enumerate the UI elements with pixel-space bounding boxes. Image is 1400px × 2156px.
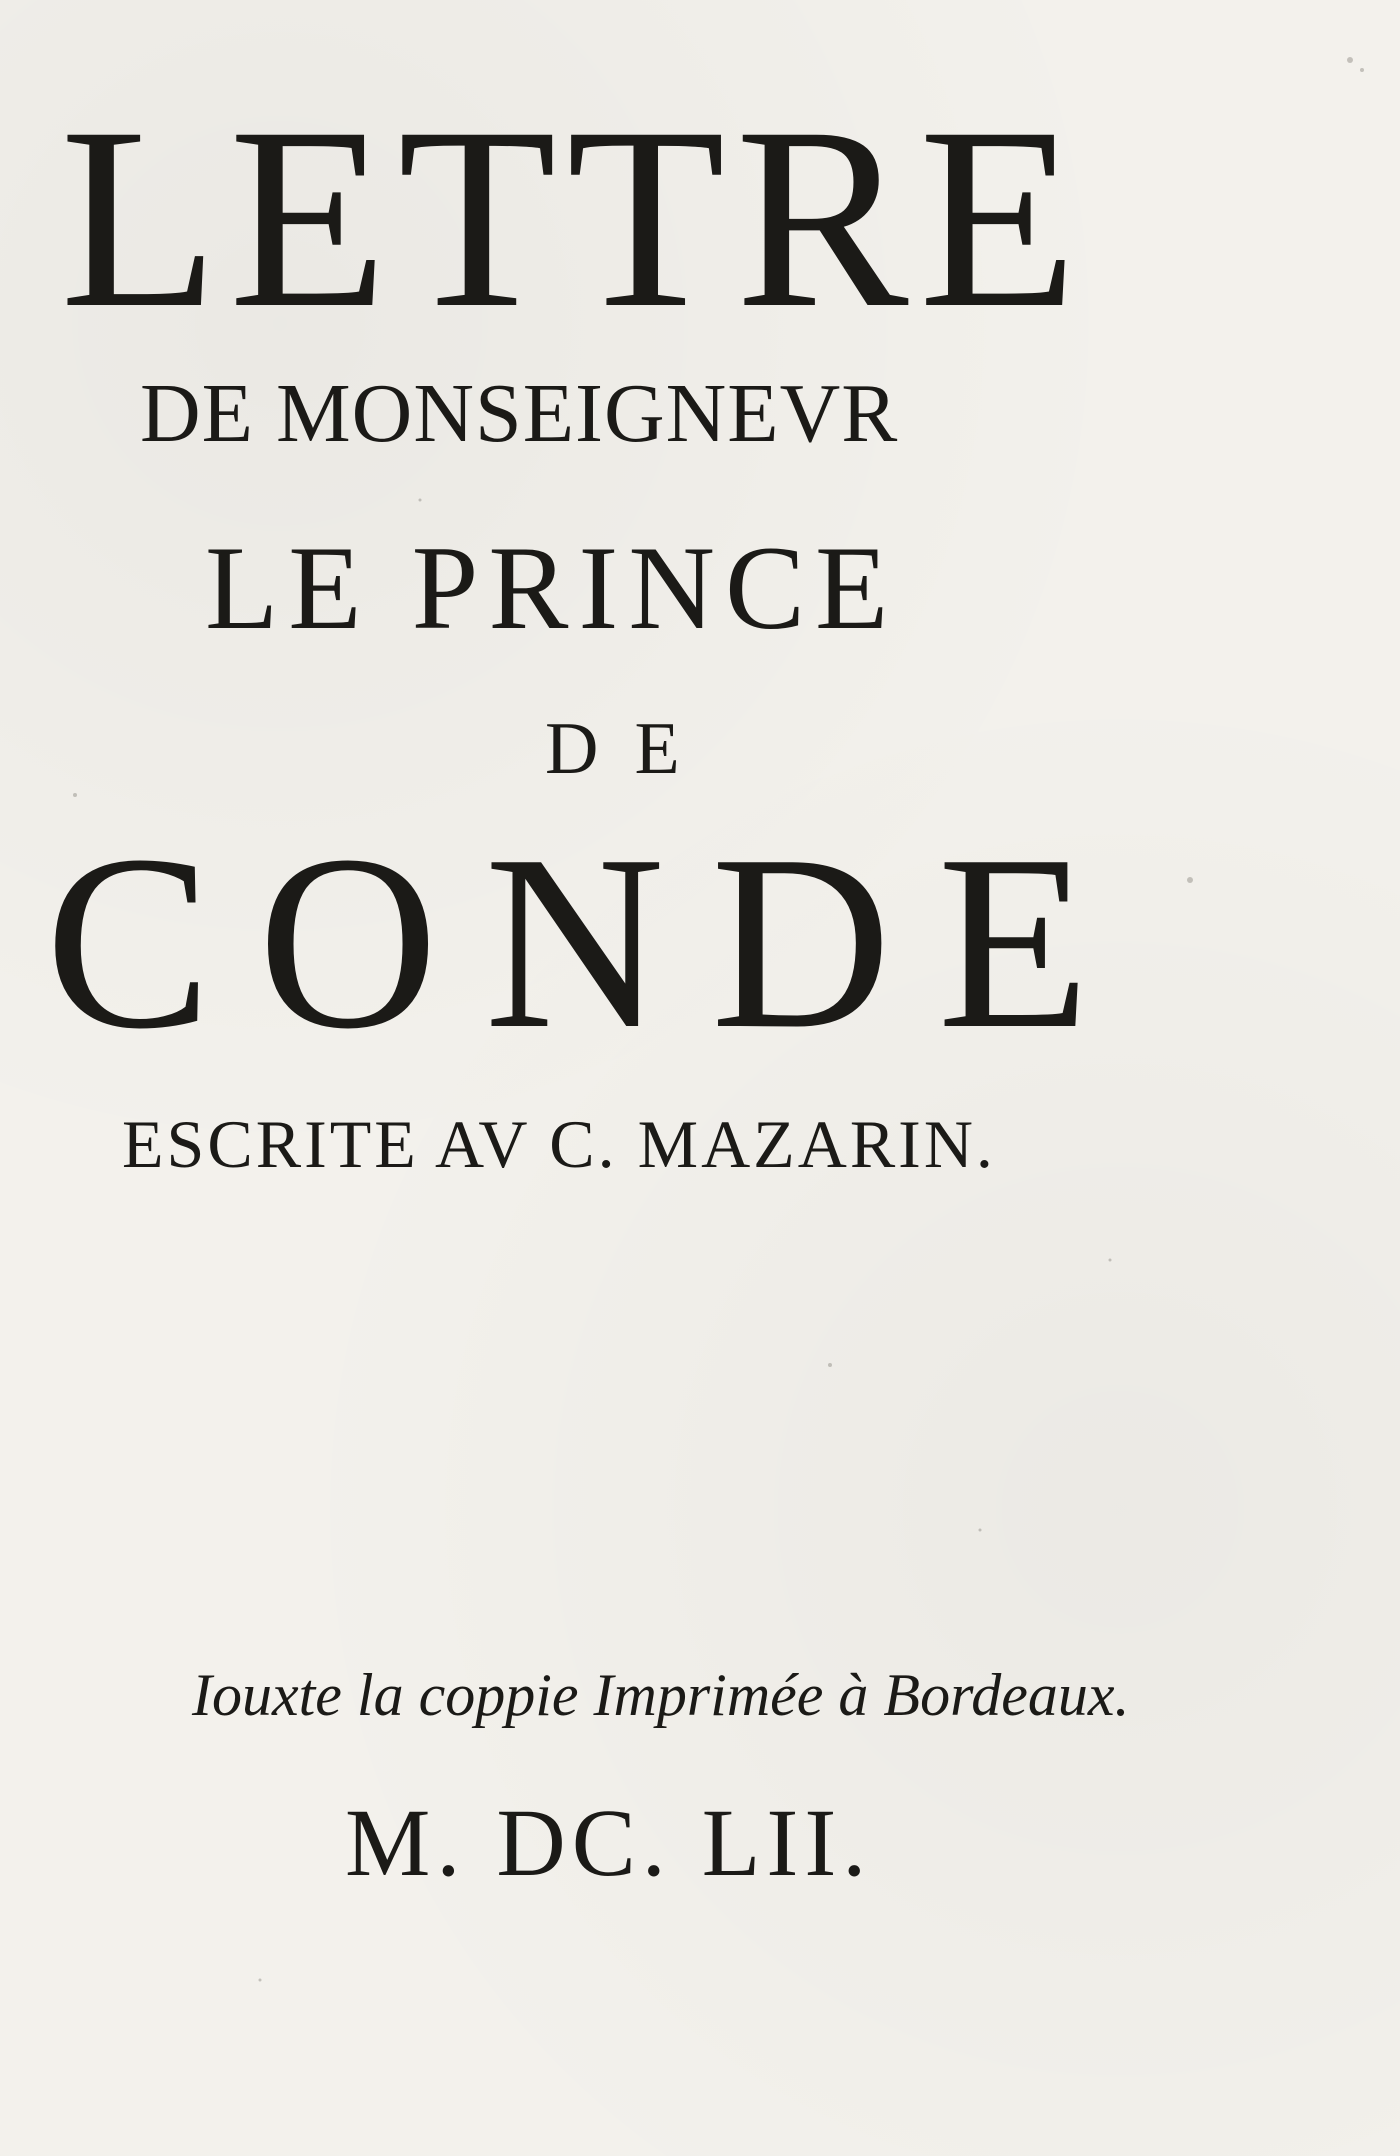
title-conde: CONDE [45,804,1137,1081]
publication-date: M. DC. LII. [345,1789,873,1896]
title-le-prince: LE PRINCE [205,521,899,654]
subtitle-escrite: ESCRITE AV C. MAZARIN. [122,1106,996,1182]
title-de: DE [545,708,716,790]
title-de-monseigneur: DE MONSEIGNEVR [140,367,899,460]
imprint-line: Iouxte la coppie Imprimée à Bordeaux. [192,1662,1130,1728]
title-lettre: LETTRE [60,74,1088,362]
